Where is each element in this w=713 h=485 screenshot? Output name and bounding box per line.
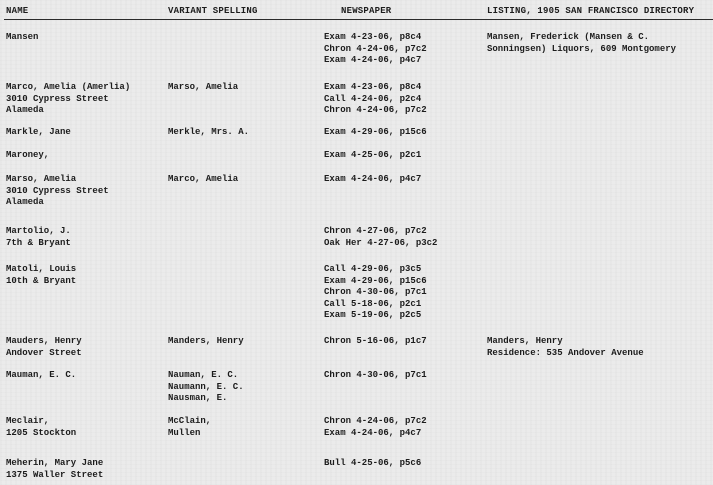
cell-newspaper bbox=[324, 336, 427, 348]
newspaper-line: Exam 4-29-06, p15c6 bbox=[324, 127, 427, 137]
cell-name bbox=[6, 82, 130, 117]
cell-name bbox=[6, 264, 76, 287]
name-line: Mauman, E. C. bbox=[6, 370, 77, 380]
newspaper-line: Chron 4-30-06, p7c1 bbox=[324, 370, 427, 380]
newspaper-line: Chron 4-24-06, p7c2 bbox=[324, 416, 427, 426]
newspaper-line: Exam 4-24-06, p4c7 bbox=[324, 174, 422, 184]
newspaper-line: Chron 4-30-06, p7c1 bbox=[324, 287, 427, 297]
name-line: 7th & Bryant bbox=[6, 237, 71, 248]
cell-newspaper bbox=[324, 226, 437, 249]
newspaper-line: Exam 4-23-06, p8c4 bbox=[324, 32, 422, 42]
newspaper-line: Exam 4-23-06, p8c4 bbox=[324, 82, 422, 92]
cell-listing bbox=[487, 336, 644, 359]
cell-variant bbox=[168, 416, 211, 439]
newspaper-line: Exam 4-29-06, p15c6 bbox=[324, 275, 427, 286]
variant-line: Mullen bbox=[168, 427, 201, 438]
header-newspaper: NEWSPAPER bbox=[341, 6, 392, 16]
newspaper-line: Chron 4-27-06, p7c2 bbox=[324, 226, 427, 236]
cell-variant bbox=[168, 127, 249, 139]
cell-name bbox=[6, 127, 71, 139]
newspaper-line: Call 4-29-06, p3c5 bbox=[324, 264, 422, 274]
cell-newspaper bbox=[324, 32, 427, 67]
name-line: Markle, Jane bbox=[6, 127, 71, 137]
newspaper-line: Chron 5-16-06, p1c7 bbox=[324, 336, 427, 346]
cell-newspaper bbox=[324, 82, 427, 117]
header-variant-spelling: VARIANT SPELLING bbox=[168, 6, 258, 16]
newspaper-line: Call 5-18-06, p2c1 bbox=[324, 298, 422, 309]
cell-newspaper bbox=[324, 127, 427, 139]
cell-newspaper bbox=[324, 174, 421, 186]
cell-name bbox=[6, 174, 109, 209]
cell-name bbox=[6, 416, 76, 439]
newspaper-line: Exam 5-19-06, p2c5 bbox=[324, 310, 422, 320]
name-line: Alameda bbox=[6, 105, 44, 115]
header-rule bbox=[4, 19, 713, 20]
name-line: 1375 Waller Street bbox=[6, 469, 104, 480]
name-line: Marso, Amelia bbox=[6, 174, 77, 184]
header-name: NAME bbox=[6, 6, 29, 16]
cell-name bbox=[6, 370, 76, 382]
name-line: Maroney, bbox=[6, 150, 50, 160]
name-line: 3010 Cypress Street bbox=[6, 185, 109, 196]
cell-newspaper bbox=[324, 458, 421, 470]
name-line: 10th & Bryant bbox=[6, 275, 77, 286]
variant-line: Nausman, E. bbox=[168, 393, 228, 403]
variant-line: Marso, Amelia bbox=[168, 82, 239, 92]
newspaper-line: Call 4-24-06, p2c4 bbox=[324, 93, 422, 104]
newspaper-line: Oak Her 4-27-06, p3c2 bbox=[324, 237, 438, 248]
cell-variant bbox=[168, 82, 238, 94]
listing-line: Manders, Henry bbox=[487, 336, 563, 346]
cell-name bbox=[6, 226, 71, 249]
cell-newspaper bbox=[324, 370, 427, 382]
variant-line: Manders, Henry bbox=[168, 336, 244, 346]
newspaper-line: Bull 4-25-06, p5c6 bbox=[324, 458, 422, 468]
variant-line: Merkle, Mrs. A. bbox=[168, 127, 250, 137]
listing-line: Residence: 535 Andover Avenue bbox=[487, 347, 644, 358]
name-line: Mauders, Henry bbox=[6, 336, 82, 346]
cell-listing bbox=[487, 32, 676, 55]
newspaper-line: Exam 4-24-06, p4c7 bbox=[324, 427, 422, 438]
name-line: Martolio, J. bbox=[6, 226, 71, 236]
newspaper-line: Chron 4-24-06, p7c2 bbox=[324, 105, 427, 115]
cell-newspaper bbox=[324, 264, 427, 322]
name-line: Marco, Amelia (Amerlia) bbox=[6, 82, 131, 92]
name-line: Alameda bbox=[6, 197, 44, 207]
cell-newspaper bbox=[324, 416, 427, 439]
cell-name bbox=[6, 336, 82, 359]
name-line: Meclair, bbox=[6, 416, 50, 426]
cell-variant bbox=[168, 370, 244, 405]
variant-line: McClain, bbox=[168, 416, 212, 426]
cell-name bbox=[6, 458, 103, 481]
header-listing: LISTING, 1905 SAN FRANCISCO DIRECTORY bbox=[487, 6, 695, 16]
variant-line: Naumann, E. C. bbox=[168, 381, 244, 392]
cell-variant bbox=[168, 174, 238, 186]
newspaper-line: Chron 4-24-06, p7c2 bbox=[324, 43, 427, 54]
cell-variant bbox=[168, 336, 244, 348]
name-line: Meherin, Mary Jane bbox=[6, 458, 104, 468]
name-line: 3010 Cypress Street bbox=[6, 93, 109, 104]
name-line: Andover Street bbox=[6, 347, 82, 358]
newspaper-line: Exam 4-25-06, p2c1 bbox=[324, 150, 422, 160]
listing-line: Sonningsen) Liquors, 609 Montgomery bbox=[487, 43, 677, 54]
cell-name bbox=[6, 150, 49, 162]
name-line: Matoli, Louis bbox=[6, 264, 77, 274]
name-line: Mansen bbox=[6, 32, 39, 42]
cell-newspaper bbox=[324, 150, 421, 162]
name-line: 1205 Stockton bbox=[6, 427, 77, 438]
newspaper-line: Exam 4-24-06, p4c7 bbox=[324, 55, 422, 65]
variant-line: Marco, Amelia bbox=[168, 174, 239, 184]
listing-line: Mansen, Frederick (Mansen & C. bbox=[487, 32, 650, 42]
cell-name bbox=[6, 32, 38, 44]
variant-line: Nauman, E. C. bbox=[168, 370, 239, 380]
